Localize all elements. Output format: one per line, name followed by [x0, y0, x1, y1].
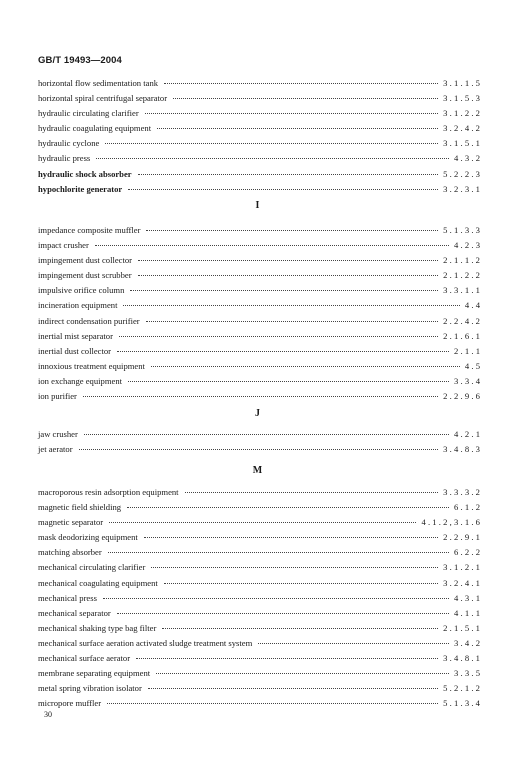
- entry-reference: 3.2.4.1: [443, 577, 483, 588]
- entry-term: incineration equipment: [38, 300, 118, 311]
- entry-reference: 2.2.9.6: [443, 391, 483, 402]
- entry-reference: 4.4: [464, 300, 483, 311]
- entry-reference: 3.3.1.1: [443, 285, 483, 296]
- entry-reference: 3.1.2.2: [443, 108, 483, 119]
- index-entry: [38, 223, 483, 238]
- index-section-j: [38, 427, 483, 457]
- entry-reference: 4.3.1: [454, 592, 483, 603]
- entry-term: hypochlorite generator: [38, 183, 123, 194]
- index-entry: [38, 106, 483, 121]
- entry-reference: 2.1.1: [454, 345, 483, 356]
- index-entry: [38, 359, 483, 374]
- dot-leader: [164, 583, 438, 584]
- entry-term: mechanical press: [38, 592, 97, 603]
- dot-leader: [162, 628, 438, 629]
- entry-reference: 4.3.2: [454, 153, 483, 164]
- index-section-i: [38, 223, 483, 404]
- dot-leader: [83, 396, 438, 397]
- index-entry: [38, 121, 483, 136]
- dot-leader: [258, 643, 449, 644]
- entry-term: jet aerator: [38, 444, 73, 455]
- index-entry: [38, 167, 483, 182]
- entry-term: matching absorber: [38, 547, 102, 558]
- section-letter-j: J: [255, 408, 260, 419]
- index-entry: [38, 268, 483, 283]
- entry-reference: 5.2.2.3: [443, 168, 483, 179]
- dot-leader: [164, 83, 438, 84]
- dot-leader: [138, 275, 439, 276]
- entry-term: jaw crusher: [38, 429, 78, 439]
- entry-term: impulsive orifice column: [38, 285, 125, 296]
- entry-term: hydraulic shock absorber: [38, 168, 132, 179]
- dot-leader: [117, 613, 449, 614]
- index-entry: [38, 696, 483, 711]
- entry-reference: 4.1.2,3.1.6: [421, 517, 483, 528]
- dot-leader: [96, 158, 449, 159]
- entry-reference: 6.2.2: [454, 547, 483, 558]
- index-entry: [38, 76, 483, 91]
- index-entry: [38, 500, 483, 515]
- index-entry: [38, 576, 483, 591]
- dot-leader: [146, 230, 438, 231]
- entry-term: ion purifier: [38, 391, 77, 402]
- index-entry: [38, 91, 483, 106]
- entry-reference: 3.1.1.5: [443, 78, 483, 88]
- index-entry: [38, 151, 483, 166]
- index-entry: [38, 560, 483, 575]
- entry-reference: 4.2.1: [454, 429, 483, 439]
- index-entry: [38, 530, 483, 545]
- entry-term: innoxious treatment equipment: [38, 360, 145, 371]
- entry-term: magnetic field shielding: [38, 502, 122, 513]
- dot-leader: [109, 522, 416, 523]
- entry-term: inertial dust collector: [38, 345, 112, 356]
- dot-leader: [84, 434, 449, 435]
- section-letter-m: M: [252, 465, 263, 476]
- entry-reference: 3.3.4: [454, 375, 483, 386]
- dot-leader: [128, 381, 449, 382]
- entry-term: horizontal flow sedimentation tank: [38, 78, 159, 88]
- entry-reference: 3.4.8.1: [443, 653, 483, 664]
- index-entry: [38, 427, 483, 442]
- entry-term: mechanical separator: [38, 607, 111, 618]
- entry-reference: 4.5: [464, 360, 483, 371]
- entry-reference: 3.4.2: [454, 637, 483, 648]
- entry-term: membrane separating equipment: [38, 668, 151, 679]
- entry-term: hydraulic press: [38, 153, 91, 164]
- index-entry: [38, 238, 483, 253]
- dot-leader: [185, 492, 439, 493]
- index-entry: [38, 442, 483, 457]
- entry-term: horizontal spiral centrifugal separator: [38, 93, 168, 104]
- entry-term: mechanical coagulating equipment: [38, 577, 158, 588]
- dot-leader: [173, 98, 438, 99]
- entry-reference: 3.1.5.3: [443, 93, 483, 104]
- index-entry: [38, 515, 483, 530]
- entry-term: macroporous resin adsorption equipment: [38, 487, 179, 497]
- entry-term: micropore muffler: [38, 698, 102, 709]
- page-header: GB/T 19493—2004: [38, 55, 122, 66]
- entry-reference: 3.1.2.1: [443, 562, 483, 573]
- index-entry: [38, 651, 483, 666]
- index-entry: [38, 485, 483, 500]
- page-number: 30: [44, 710, 52, 719]
- index-entry: [38, 681, 483, 696]
- dot-leader: [138, 260, 438, 261]
- index-section-m: [38, 485, 483, 711]
- dot-leader: [144, 537, 438, 538]
- entry-reference: 3.1.5.1: [443, 138, 483, 149]
- dot-leader: [146, 321, 438, 322]
- index-entry: [38, 283, 483, 298]
- dot-leader: [128, 189, 438, 190]
- entry-term: hydraulic cyclone: [38, 138, 100, 149]
- entry-reference: 4.1.1: [454, 607, 483, 618]
- index-entry: [38, 329, 483, 344]
- entry-term: magnetic separator: [38, 517, 104, 528]
- entry-term: mechanical shaking type bag filter: [38, 622, 157, 633]
- dot-leader: [119, 336, 438, 337]
- dot-leader: [136, 658, 438, 659]
- index-entry: [38, 374, 483, 389]
- entry-reference: 3.3.5: [454, 668, 483, 679]
- index-entry: [38, 545, 483, 560]
- index-entry: [38, 136, 483, 151]
- entry-term: metal spring vibration isolator: [38, 683, 142, 694]
- dot-leader: [95, 245, 449, 246]
- entry-reference: 3.3.3.2: [443, 487, 483, 497]
- dot-leader: [157, 128, 438, 129]
- dot-leader: [130, 290, 438, 291]
- entry-term: mechanical surface aerator: [38, 653, 131, 664]
- entry-reference: 2.1.1.2: [443, 255, 483, 266]
- entry-reference: 2.2.4.2: [443, 315, 483, 326]
- dot-leader: [117, 351, 449, 352]
- dot-leader: [127, 507, 449, 508]
- entry-reference: 2.1.6.1: [443, 330, 483, 341]
- dot-leader: [103, 598, 449, 599]
- dot-leader: [151, 567, 438, 568]
- index-entry: [38, 591, 483, 606]
- entry-reference: 5.1.3.4: [443, 698, 483, 709]
- entry-reference: 2.1.2.2: [443, 270, 483, 281]
- index-entry: [38, 606, 483, 621]
- dot-leader: [151, 366, 460, 367]
- entry-term: indirect condensation purifier: [38, 315, 140, 326]
- index-entry: [38, 389, 483, 404]
- index-entry: [38, 621, 483, 636]
- entry-term: impedance composite muffler: [38, 225, 141, 235]
- dot-leader: [108, 552, 449, 553]
- entry-reference: 6.1.2: [454, 502, 483, 513]
- index-entry: [38, 253, 483, 268]
- entry-term: mask deodorizing equipment: [38, 532, 138, 543]
- dot-leader: [138, 174, 439, 175]
- dot-leader: [105, 143, 438, 144]
- index-entry: [38, 666, 483, 681]
- entry-term: hydraulic circulating clarifier: [38, 108, 139, 119]
- index-entry: [38, 344, 483, 359]
- entry-term: hydraulic coagulating equipment: [38, 123, 152, 134]
- section-letter-i: I: [255, 200, 260, 211]
- entry-reference: 3.2.4.2: [443, 123, 483, 134]
- dot-leader: [145, 113, 438, 114]
- index-section-h: [38, 76, 483, 197]
- dot-leader: [156, 673, 449, 674]
- entry-reference: 5.1.3.3: [443, 225, 483, 235]
- entry-term: mechanical circulating clarifier: [38, 562, 146, 573]
- entry-term: impingement dust collector: [38, 255, 133, 266]
- entry-reference: 2.1.5.1: [443, 622, 483, 633]
- index-entry: [38, 636, 483, 651]
- index-entry: [38, 182, 483, 197]
- entry-reference: 5.2.1.2: [443, 683, 483, 694]
- entry-term: impingement dust scrubber: [38, 270, 132, 281]
- index-entry: [38, 314, 483, 329]
- dot-leader: [107, 703, 438, 704]
- entry-term: ion exchange equipment: [38, 375, 122, 386]
- index-entry: [38, 298, 483, 313]
- entry-term: inertial mist separator: [38, 330, 113, 341]
- entry-reference: 3.2.3.1: [443, 183, 483, 194]
- entry-term: mechanical surface aeration activated sludge treatment system: [38, 637, 253, 648]
- dot-leader: [79, 449, 439, 450]
- dot-leader: [123, 305, 459, 306]
- entry-reference: 4.2.3: [454, 240, 483, 251]
- dot-leader: [148, 688, 438, 689]
- entry-term: impact crusher: [38, 240, 89, 251]
- entry-reference: 3.4.8.3: [443, 444, 483, 455]
- entry-reference: 2.2.9.1: [443, 532, 483, 543]
